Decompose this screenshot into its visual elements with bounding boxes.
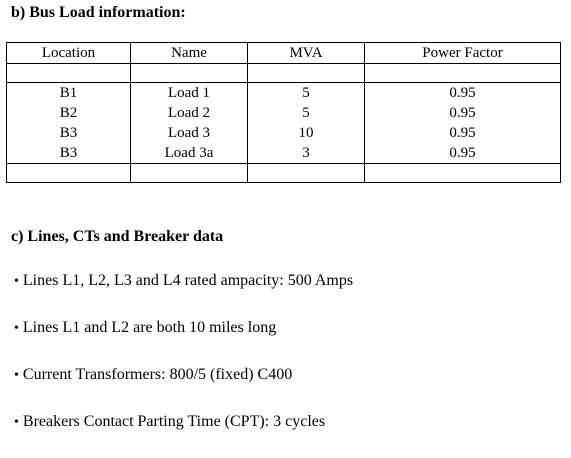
cell-mva: 10 [248,123,365,143]
table-header-row [7,43,561,64]
table-row-empty [7,164,561,183]
empty-cell [131,64,248,83]
cell-name: Load 1 [131,83,248,104]
header-mva: MVA [248,43,365,64]
table-row-empty [7,64,561,83]
table-row [7,143,561,164]
cell-location: B3 [7,143,131,164]
cell-name: Load 2 [131,103,248,123]
cell-power-factor: 0.95 [365,83,561,104]
list-item-text: Lines L1 and L2 are both 10 miles long [22,319,277,336]
empty-cell [365,64,561,83]
cell-mva: 5 [248,103,365,123]
cell-power-factor: 0.95 [365,103,561,123]
cell-location: B1 [7,83,131,104]
section-c-heading: c) Lines, CTs and Breaker data [11,228,224,245]
cell-power-factor: 0.95 [365,143,561,164]
list-item [14,411,353,458]
empty-cell [131,164,248,183]
empty-cell [365,164,561,183]
empty-cell [7,64,131,83]
header-location: Location [7,43,131,64]
header-power-factor: Power Factor [365,43,561,64]
cell-mva: 5 [248,83,365,104]
list-item-text: Breakers Contact Parting Time (CPT): 3 cycles [22,413,326,430]
bullet-icon: • [14,321,19,336]
list-item [14,317,353,364]
empty-cell [7,164,131,183]
bus-load-table [6,42,561,183]
cell-power-factor: 0.95 [365,123,561,143]
bullet-icon: • [14,274,19,289]
cell-name: Load 3a [131,143,248,164]
empty-cell [248,64,365,83]
bullet-icon: • [14,368,19,383]
lines-data-list [14,270,353,458]
table-row [7,103,561,123]
list-item [14,270,353,317]
header-name: Name [131,43,248,64]
bullet-icon: • [14,415,19,430]
cell-location: B2 [7,103,131,123]
list-item-text: Current Transformers: 800/5 (fixed) C400 [22,366,293,383]
cell-location: B3 [7,123,131,143]
list-item [14,364,353,411]
cell-name: Load 3 [131,123,248,143]
list-item-text: Lines L1, L2, L3 and L4 rated ampacity: 500 Amps [22,272,354,289]
section-b-heading: b) Bus Load information: [11,4,186,21]
table-row [7,123,561,143]
table-row [7,83,561,104]
cell-mva: 3 [248,143,365,164]
empty-cell [248,164,365,183]
